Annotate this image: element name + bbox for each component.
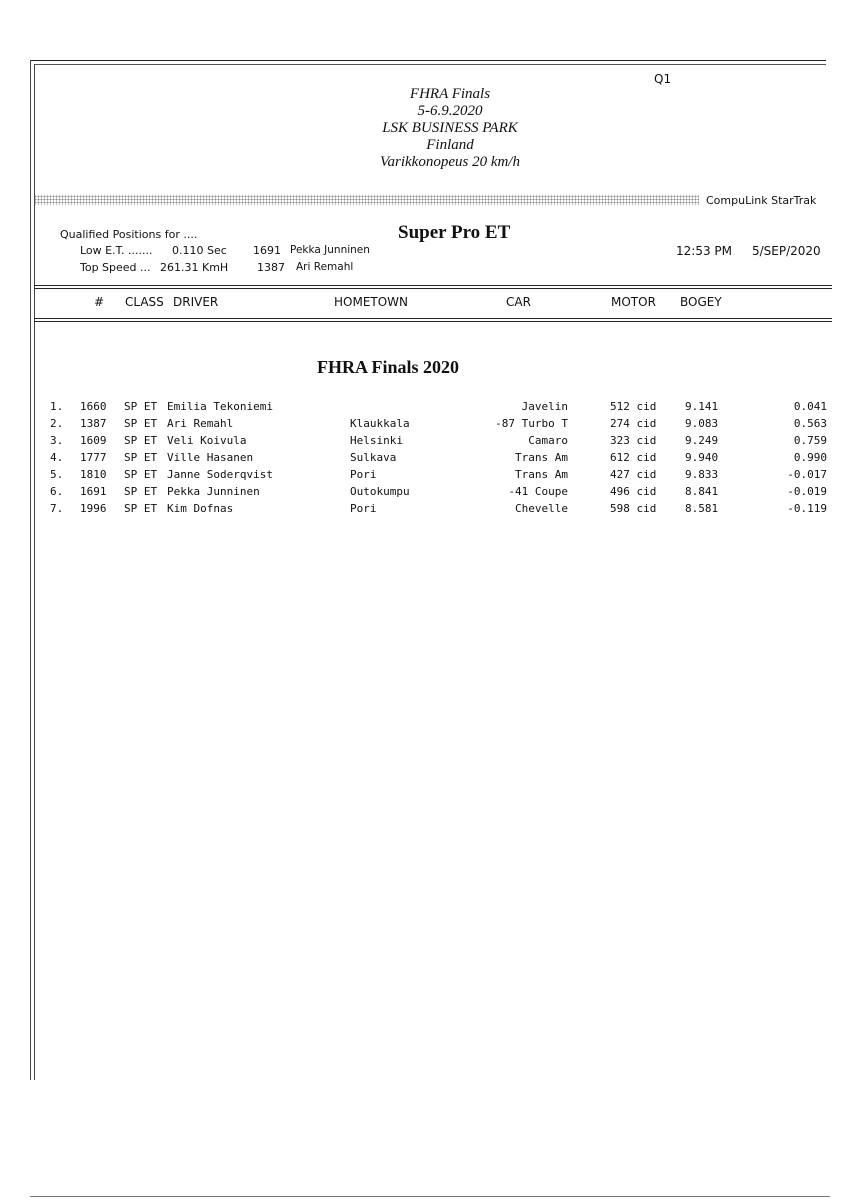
event-title: FHRA Finals xyxy=(409,86,491,102)
row-car-number: 1810 xyxy=(80,468,107,481)
col-header-motor: MOTOR xyxy=(611,295,656,309)
report-date: 5/SEP/2020 xyxy=(752,244,821,258)
row-bogey: 9.249 xyxy=(685,434,719,447)
row-class: SP ET xyxy=(124,417,158,430)
row-diff: 0.759 xyxy=(793,434,827,447)
top-border-inner xyxy=(34,64,826,65)
row-car: Chevelle xyxy=(515,502,568,515)
row-position: 4. xyxy=(50,451,64,464)
row-driver: Kim Dofnas xyxy=(167,502,234,515)
bottom-rule xyxy=(30,1196,830,1197)
row-diff: -0.019 xyxy=(787,485,827,498)
row-hometown: Klaukkala xyxy=(350,417,410,430)
row-driver: Emilia Tekoniemi xyxy=(167,400,273,413)
row-motor: 323 cid xyxy=(610,434,657,447)
low-et-value: 0.110 Sec xyxy=(172,244,227,257)
row-car-number: 1387 xyxy=(80,417,107,430)
col-header-car: CAR xyxy=(506,295,531,309)
row-position: 5. xyxy=(50,468,64,481)
row-driver: Veli Koivula xyxy=(167,434,247,447)
row-class: SP ET xyxy=(124,400,158,413)
low-et-car: 1691 xyxy=(253,244,281,257)
row-diff: 0.563 xyxy=(793,417,827,430)
header-rule-bottom-2 xyxy=(34,321,832,322)
row-diff: 0.990 xyxy=(793,451,827,464)
row-diff: -0.017 xyxy=(787,468,827,481)
qualified-label: Qualified Positions for .... xyxy=(60,228,198,241)
row-hometown: Helsinki xyxy=(350,434,403,447)
top-border xyxy=(30,60,826,61)
row-car-number: 1609 xyxy=(80,434,107,447)
col-header-num: # xyxy=(94,295,105,309)
row-driver: Ville Hasanen xyxy=(167,451,254,464)
row-class: SP ET xyxy=(124,468,158,481)
top-speed-car: 1387 xyxy=(257,261,285,274)
row-hometown: Pori xyxy=(350,502,377,515)
row-car: Camaro xyxy=(528,434,568,447)
row-class: SP ET xyxy=(124,502,158,515)
row-car: -87 Turbo T xyxy=(495,417,568,430)
row-position: 7. xyxy=(50,502,64,515)
low-et-label: Low E.T. ....... xyxy=(80,244,153,257)
event-country: Finland xyxy=(426,137,474,153)
row-motor: 427 cid xyxy=(610,468,657,481)
header-rule-top-2 xyxy=(34,288,832,289)
row-class: SP ET xyxy=(124,434,158,447)
row-motor: 612 cid xyxy=(610,451,657,464)
event-pit-speed: Varikkonopeus 20 km/h xyxy=(380,154,520,170)
row-bogey: 9.833 xyxy=(685,468,719,481)
left-border-inner xyxy=(34,64,35,1080)
row-hometown: Pori xyxy=(350,468,377,481)
row-bogey: 9.083 xyxy=(685,417,719,430)
row-car: Trans Am xyxy=(515,451,568,464)
row-motor: 598 cid xyxy=(610,502,657,515)
row-class: SP ET xyxy=(124,485,158,498)
top-speed-value: 261.31 KmH xyxy=(160,261,229,274)
row-position: 1. xyxy=(50,400,64,413)
header-rule-bottom-1 xyxy=(34,318,832,319)
row-class: SP ET xyxy=(124,451,158,464)
row-driver: Pekka Junninen xyxy=(167,485,260,498)
event-dates: 5-6.9.2020 xyxy=(417,103,483,119)
row-car-number: 1691 xyxy=(80,485,107,498)
row-position: 6. xyxy=(50,485,64,498)
row-driver: Ari Remahl xyxy=(167,417,234,430)
row-car: Trans Am xyxy=(515,468,568,481)
row-bogey: 8.581 xyxy=(685,502,719,515)
top-speed-driver: Ari Remahl xyxy=(296,261,354,273)
header-rule-top-1 xyxy=(34,285,832,286)
event-venue: LSK BUSINESS PARK xyxy=(382,120,518,136)
row-car: -41 Coupe xyxy=(508,485,568,498)
row-motor: 496 cid xyxy=(610,485,657,498)
row-hometown: Outokumpu xyxy=(350,485,410,498)
row-position: 3. xyxy=(50,434,64,447)
row-hometown: Sulkava xyxy=(350,451,397,464)
section-title: FHRA Finals 2020 xyxy=(317,357,460,377)
col-header-driver: DRIVER xyxy=(173,295,219,309)
dotted-band xyxy=(34,195,699,205)
col-header-class: CLASS xyxy=(125,295,164,309)
vendor-label: CompuLink StarTrak xyxy=(706,194,817,207)
col-header-hometown: HOMETOWN xyxy=(334,295,409,309)
low-et-driver: Pekka Junninen xyxy=(290,244,370,256)
row-motor: 512 cid xyxy=(610,400,657,413)
row-driver: Janne Soderqvist xyxy=(167,468,273,481)
row-bogey: 8.841 xyxy=(685,485,719,498)
row-position: 2. xyxy=(50,417,64,430)
row-bogey: 9.940 xyxy=(685,451,719,464)
row-car-number: 1660 xyxy=(80,400,107,413)
row-motor: 274 cid xyxy=(610,417,657,430)
row-bogey: 9.141 xyxy=(685,400,719,413)
event-header xyxy=(300,86,600,171)
row-diff: 0.041 xyxy=(793,400,827,413)
row-car-number: 1996 xyxy=(80,502,107,515)
class-title: Super Pro ET xyxy=(398,222,511,243)
report-time: 12:53 PM xyxy=(676,244,732,258)
left-border xyxy=(30,60,31,1080)
col-header-bogey: BOGEY xyxy=(680,295,722,309)
row-car: Javelin xyxy=(521,400,568,413)
top-speed-label: Top Speed ... xyxy=(80,261,151,274)
round-label: Q1 xyxy=(654,72,672,86)
row-car-number: 1777 xyxy=(80,451,107,464)
row-diff: -0.119 xyxy=(787,502,827,515)
